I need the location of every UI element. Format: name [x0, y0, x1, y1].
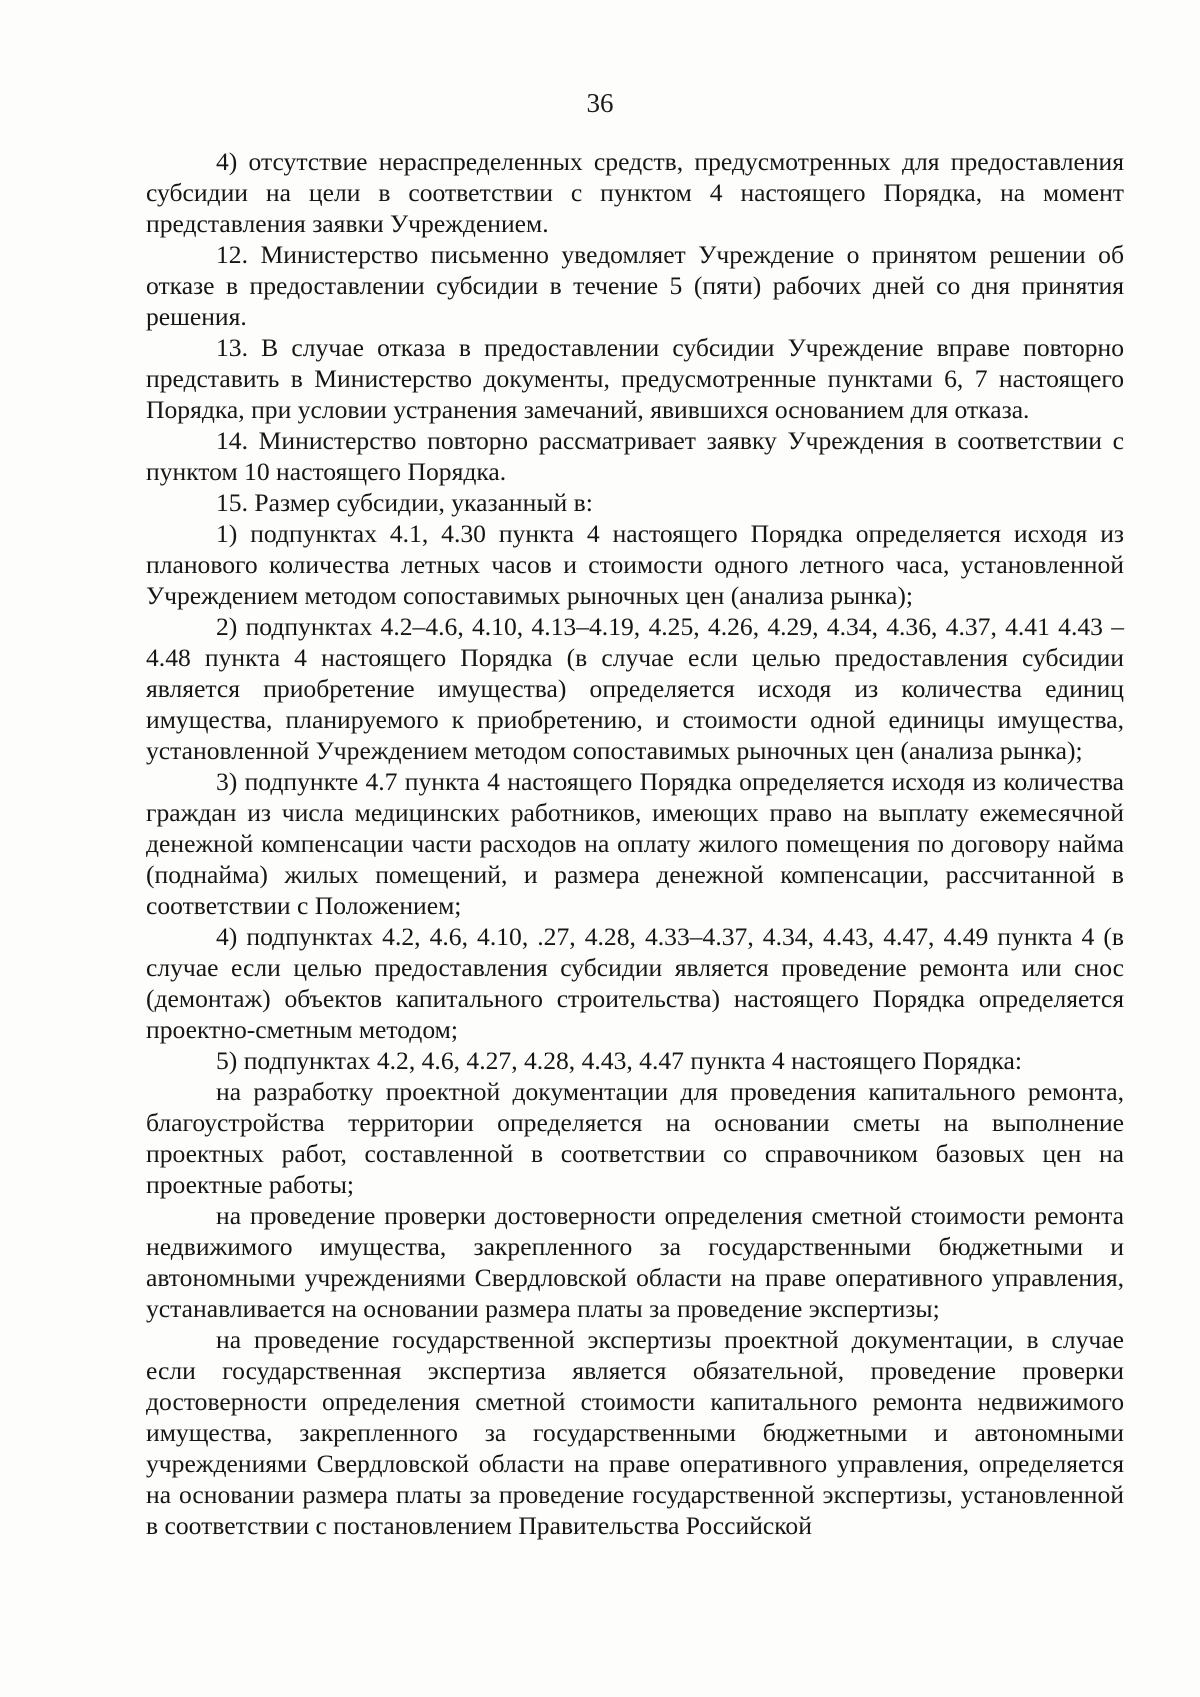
paragraph-design-documentation: на разработку проектной документации для проведения капитального ремонта, благоустройства территории определяется на основании сметы на выполнение проектных работ, составленной в соответствии со справочником базовых цен на проектные работы; — [146, 1077, 1124, 1199]
paragraph-15-subsidy-size: 15. Размер субсидии, указанный в: — [216, 488, 593, 517]
paragraph-13-resubmission: 13. В случае отказа в предоставлении субсидии Учреждение вправе повторно представить в Министерство документы, предусмотренные пунктами 6, 7 настоящего Порядка, при условии устранения замечаний, явившихся основанием для отказа. — [146, 333, 1124, 424]
paragraph-15-item-4: 4) подпунктах 4.2, 4.6, 4.10, .27, 4.28, 4.33–4.37, 4.34, 4.43, 4.47, 4.49 пункта 4 (в случае если целью предоставления субсидии является проведение ремонта или снос (демонтаж) объектов капитального строительства) настоящего Порядка определяется проектно-сметным методом; — [146, 922, 1124, 1044]
paragraph-15-item-1: 1) подпунктах 4.1, 4.30 пункта 4 настоящего Порядка определяется исходя из планового количества летных часов и стоимости одного летного часа, установленной Учреждением методом сопоставимых рыночных цен (анализа рынка); — [146, 519, 1124, 610]
paragraph-15-item-5: 5) подпунктах 4.2, 4.6, 4.27, 4.28, 4.43, 4.47 пункта 4 настоящего Порядка: — [216, 1046, 1022, 1075]
page-number: 36 — [586, 88, 614, 118]
paragraph-15-item-2: 2) подпунктах 4.2–4.6, 4.10, 4.13–4.19, 4.25, 4.26, 4.29, 4.34, 4.36, 4.37, 4.41 4.43 – 4.48 пункта 4 настоящего Порядка (в случае если целью предоставления субсидии является приобретение имущества) определяется исходя из количества единиц имущества, планируемого к приобретению, и стоимости одной единицы имущества, установленной Учреждением методом сопоставимых рыночных цен (анализа рынка); — [146, 612, 1124, 765]
paragraph-state-expertise: на проведение государственной экспертизы проектной документации, в случае если государственная экспертиза является обязательной, проведение проверки достоверности определения сметной стоимости капитального ремонта недвижимого имущества, закрепленного за государственными бюджетными и автономными учреждениями Свердловской области на праве оперативного управления, определяется на основании размера платы за проведение государственной экспертизы, установленной в соответствии с постановлением Правительства Российской — [146, 1325, 1124, 1540]
paragraph-item-4-unallocated-funds: 4) отсутствие нераспределенных средств, предусмотренных для предоставления субсидии на цели в соответствии с пунктом 4 настоящего Порядка, на момент представления заявки Учреждением. — [146, 147, 1124, 238]
paragraph-cost-verification: на проведение проверки достоверности определения сметной стоимости ремонта недвижимого имущества, закрепленного за государственными бюджетными и автономными учреждениями Свердловской области на праве оперативного управления, устанавливается на основании размера платы за проведение экспертизы; — [146, 1201, 1124, 1323]
document-body — [146, 146, 1124, 1541]
paragraph-14-reconsideration: 14. Министерство повторно рассматривает заявку Учреждения в соответствии с пунктом 10 настоящего Порядка. — [146, 426, 1124, 486]
paragraph-15-item-3: 3) подпункте 4.7 пункта 4 настоящего Порядка определяется исходя из количества граждан из числа медицинских работников, имеющих право на выплату ежемесячной денежной компенсации части расходов на оплату жилого помещения по договору найма (поднайма) жилых помещений, и размера денежной компенсации, рассчитанной в соответствии с Положением; — [146, 767, 1124, 920]
paragraph-12-notification: 12. Министерство письменно уведомляет Учреждение о принятом решении об отказе в предоставлении субсидии в течение 5 (пяти) рабочих дней со дня принятия решения. — [146, 240, 1124, 331]
